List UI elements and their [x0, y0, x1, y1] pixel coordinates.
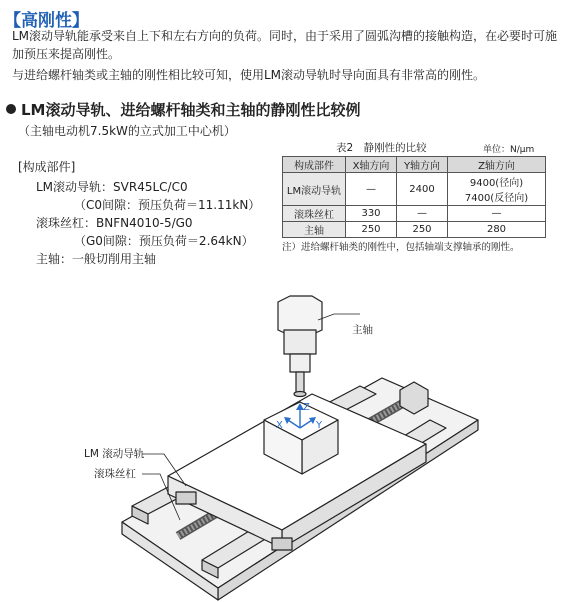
row-name: 主轴 [283, 222, 346, 238]
cell-x: 330 [346, 206, 397, 222]
parts-label: [构成部件] [18, 160, 76, 174]
cell-y: — [397, 206, 448, 222]
parts-screw-detail: （G0间隙：预压负荷＝2.64kN） [74, 234, 254, 248]
row-name: 滚珠丝杠 [283, 206, 346, 222]
parts-guide-detail: （C0间隙：预压负荷＝11.11kN） [74, 198, 261, 212]
label-guide: LM 滚动导轨 [84, 448, 145, 460]
spindle-tool [296, 372, 304, 394]
axis-label-x: X [276, 420, 283, 431]
intro-line-3: 与进给螺杆轴类或主轴的刚性相比较可知，使用LM滚动导轨时导向面具有非常高的刚性。 [12, 68, 486, 82]
section-title: 【高刚性】 [4, 11, 89, 31]
cell-z-radial: 9400(径向) [469, 178, 524, 189]
intro-line-2: 加预压来提高刚性。 [12, 47, 121, 61]
parts-guide: LM滚动导轨：SVR45LC/C0 [36, 180, 188, 194]
parts-spindle: 主轴：一般切削用主轴 [36, 252, 157, 266]
table-unit: 单位：N/μm [483, 145, 535, 155]
spindle-body [284, 330, 316, 354]
cell-z-reverse: 7400(反径向) [464, 193, 529, 204]
cell-x: 250 [346, 222, 397, 238]
axis-label-z: Z [303, 402, 310, 413]
table-caption: 表2 静刚性的比较 [336, 142, 427, 154]
guide-block [176, 492, 196, 504]
axis-label-y: Y [316, 420, 323, 431]
cell-y: 2400 [397, 173, 448, 206]
spindle-nose [290, 354, 310, 372]
table-header: Y轴方向 [397, 157, 448, 173]
parts-screw: 滚珠丝杠：BNFN4010-5/G0 [36, 216, 193, 230]
table-header: Z轴方向 [448, 157, 546, 173]
cell-z: — [448, 206, 546, 222]
cell-x: — [346, 173, 397, 206]
table-header: 构成部件 [283, 157, 346, 173]
table-header: X轴方向 [346, 157, 397, 173]
cell-y: 250 [397, 222, 448, 238]
label-screw: 滚珠丝杠 [94, 468, 136, 480]
table-note: 注）进给螺杆轴类的刚性中，包括轴端支撑轴承的刚性。 [282, 242, 520, 253]
row-name: LM滚动导轨 [283, 173, 346, 206]
cell-z: 280 [448, 222, 546, 238]
comparison-heading-text: LM滚动导轨、进给螺杆轴类和主轴的静刚性比较例 [21, 101, 361, 119]
intro-line-1: LM滚动导轨能承受来自上下和左右方向的负荷。同时，由于采用了圆弧沟槽的接触构造，在必要时可施 [12, 29, 558, 43]
comparison-subheading: （主轴电动机7.5kW的立式加工中心机） [18, 124, 236, 138]
label-spindle: 主轴 [352, 324, 373, 336]
guide-block [272, 538, 292, 550]
